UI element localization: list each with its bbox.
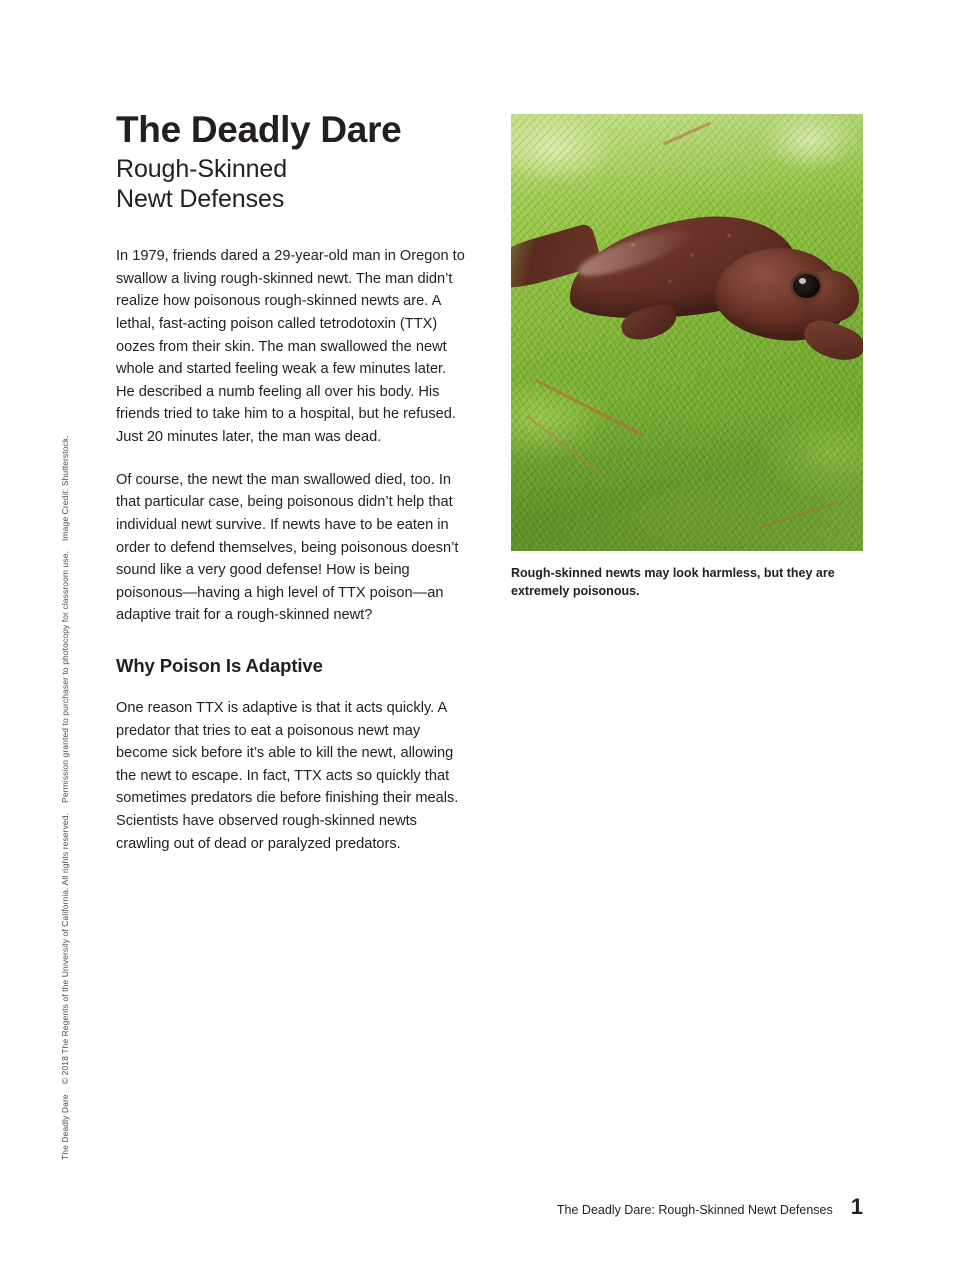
page-subtitle-line-1: Rough-Skinned xyxy=(116,155,288,184)
newt-photo xyxy=(511,114,863,551)
figure-block xyxy=(511,114,863,601)
page-subtitle xyxy=(116,155,466,214)
article-text-column xyxy=(116,110,466,855)
photo-bottom-shade xyxy=(511,401,863,551)
body-paragraph-3: One reason TTX is adaptive is that it acts quickly. A predator that tries to eat a poisonous newt may become sick before it’s able to kill the newt, allowing the newt to escape. In fact, TTX acts so quickly that sometimes predators die before finishing their meals. Scientists have observed rough-skinned newts crawling out of dead or paralyzed predators. xyxy=(116,699,459,852)
side-credit-permission: Permission granted to purchaser to photocopy for classroom use. xyxy=(60,550,70,803)
page-title: The Deadly Dare xyxy=(116,109,402,150)
page-number: 1 xyxy=(850,1194,863,1219)
side-credit-block xyxy=(60,330,70,1160)
footer-running-title: The Deadly Dare: Rough-Skinned Newt Defenses xyxy=(556,1203,833,1217)
body-paragraph-1: In 1979, friends dared a 29-year-old man in Oregon to swallow a living rough-skinned newt. The man didn’t realize how poisonous rough-skinned newts are. A lethal, fast-acting poison called tetrodotoxin (TTX) oozes from their skin. The man swallowed the newt whole and started feeling weak a few minutes later. He described a numb feeling all over his body. His friends tried to take him to a hospital, but he refused. Just 20 minutes later, the man was dead. xyxy=(116,248,465,446)
side-credit-title: The Deadly Dare xyxy=(60,1094,70,1160)
newt-eye xyxy=(793,274,820,298)
newt-illustration xyxy=(607,212,859,380)
body-paragraph-2: Of course, the newt the man swallowed died, too. In that particular case, being poisonous didn’t help that individual newt survive. If newts have to be eaten in order to defend themselves, being poisonous doesn’t sound like a very good defense! How is being poisonous—having a high level of TTX poison—an adaptive trait for a rough-skinned newt? xyxy=(116,471,459,624)
photo-top-light xyxy=(511,114,863,204)
side-credit-copyright: © 2018 The Regents of the University of California. All rights reserved. xyxy=(60,812,70,1085)
figure-caption: Rough-skinned newts may look harmless, but they are extremely poisonous. xyxy=(511,566,835,598)
page-subtitle-line-2: Newt Defenses xyxy=(116,184,285,213)
section-heading: Why Poison Is Adaptive xyxy=(116,654,323,676)
page-footer xyxy=(557,1194,863,1220)
side-credit-image-credit: Image Credit: Shutterstock. xyxy=(60,435,70,541)
